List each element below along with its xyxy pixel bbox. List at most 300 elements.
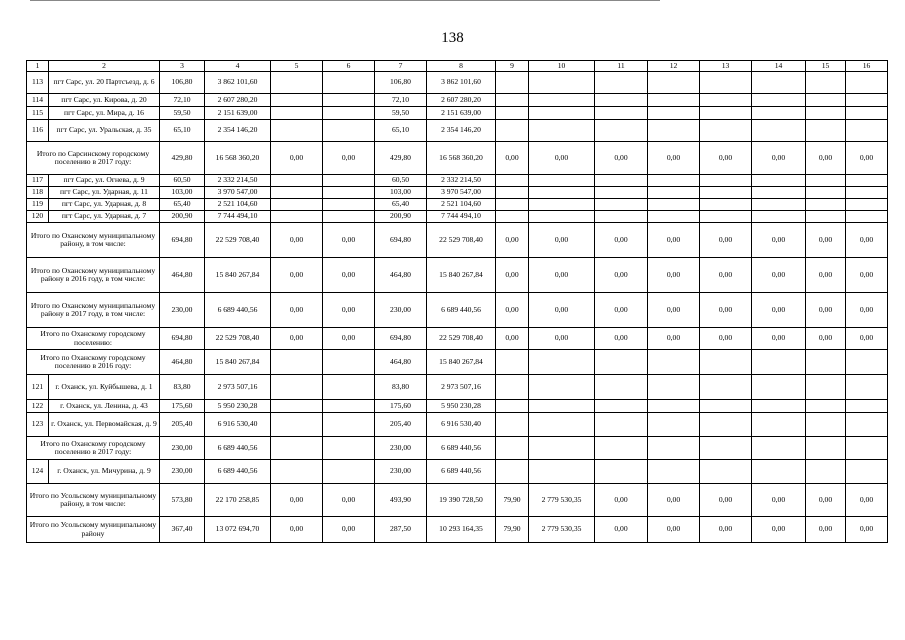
value-cell: 15 840 267,84 <box>205 258 271 293</box>
value-cell <box>323 460 375 484</box>
value-cell <box>700 94 752 107</box>
total-row <box>27 437 888 460</box>
value-cell: 230,00 <box>375 460 427 484</box>
address-cell: пгт Сарс, ул. Кирова, д. 20 <box>49 94 160 107</box>
value-cell: 0,00 <box>806 293 846 328</box>
value-cell: 5 950 230,28 <box>427 400 496 413</box>
value-cell <box>271 72 323 94</box>
value-cell <box>806 199 846 211</box>
column-header: 10 <box>529 61 595 72</box>
value-cell: 0,00 <box>700 328 752 350</box>
value-cell: 694,80 <box>160 328 205 350</box>
value-cell: 83,80 <box>160 375 205 400</box>
column-header: 8 <box>427 61 496 72</box>
value-cell <box>846 107 888 120</box>
value-cell: 0,00 <box>496 258 529 293</box>
table-row <box>27 187 888 199</box>
value-cell: 0,00 <box>806 484 846 517</box>
value-cell <box>529 350 595 375</box>
value-cell: 464,80 <box>160 350 205 375</box>
value-cell: 0,00 <box>846 142 888 175</box>
value-cell <box>529 460 595 484</box>
column-header: 3 <box>160 61 205 72</box>
value-cell: 0,00 <box>806 223 846 258</box>
value-cell: 0,00 <box>648 142 700 175</box>
value-cell <box>529 199 595 211</box>
value-cell <box>271 437 323 460</box>
value-cell <box>595 94 648 107</box>
value-cell <box>529 120 595 142</box>
value-cell <box>496 199 529 211</box>
value-cell: 2 607 280,20 <box>205 94 271 107</box>
value-cell <box>648 400 700 413</box>
value-cell <box>496 460 529 484</box>
value-cell <box>806 211 846 223</box>
value-cell <box>323 72 375 94</box>
value-cell: 0,00 <box>648 223 700 258</box>
value-cell: 175,60 <box>160 400 205 413</box>
table-row <box>27 460 888 484</box>
value-cell <box>323 199 375 211</box>
value-cell <box>846 375 888 400</box>
value-cell: 0,00 <box>496 142 529 175</box>
value-cell: 0,00 <box>806 142 846 175</box>
value-cell: 7 744 494,10 <box>427 211 496 223</box>
value-cell <box>323 94 375 107</box>
table-row <box>27 413 888 437</box>
value-cell <box>846 437 888 460</box>
value-cell <box>806 460 846 484</box>
value-cell: 59,50 <box>160 107 205 120</box>
page-number: 138 <box>441 30 464 46</box>
value-cell: 6 689 440,56 <box>427 293 496 328</box>
value-cell: 0,00 <box>648 517 700 543</box>
value-cell: 22 529 708,40 <box>427 328 496 350</box>
value-cell: 0,00 <box>496 223 529 258</box>
value-cell <box>271 413 323 437</box>
value-cell <box>752 107 806 120</box>
value-cell: 65,40 <box>375 199 427 211</box>
value-cell <box>700 437 752 460</box>
value-cell <box>700 413 752 437</box>
value-cell <box>271 199 323 211</box>
value-cell: 0,00 <box>700 484 752 517</box>
value-cell <box>752 72 806 94</box>
value-cell: 6 689 440,56 <box>205 437 271 460</box>
value-cell: 103,00 <box>160 187 205 199</box>
value-cell: 0,00 <box>846 484 888 517</box>
value-cell <box>496 107 529 120</box>
value-cell: 0,00 <box>806 258 846 293</box>
row-number: 115 <box>27 107 49 120</box>
value-cell <box>806 187 846 199</box>
address-cell: пгт Сарс, ул. Уральская, д. 35 <box>49 120 160 142</box>
value-cell <box>595 437 648 460</box>
value-cell: 2 332 214,50 <box>205 175 271 187</box>
value-cell: 0,00 <box>271 517 323 543</box>
value-cell <box>752 460 806 484</box>
value-cell: 6 689 440,56 <box>205 293 271 328</box>
address-cell: пгт Сарс, ул. Мира, д. 16 <box>49 107 160 120</box>
column-header: 16 <box>846 61 888 72</box>
address-cell: г. Оханск, ул. Ленина, д. 43 <box>49 400 160 413</box>
value-cell: 200,90 <box>375 211 427 223</box>
value-cell <box>806 107 846 120</box>
value-cell <box>700 107 752 120</box>
data-table <box>26 60 888 543</box>
value-cell <box>700 175 752 187</box>
value-cell: 15 840 267,84 <box>205 350 271 375</box>
value-cell: 22 170 258,85 <box>205 484 271 517</box>
total-row <box>27 484 888 517</box>
value-cell: 694,80 <box>160 223 205 258</box>
table-row <box>27 211 888 223</box>
value-cell: 0,00 <box>700 142 752 175</box>
value-cell <box>806 120 846 142</box>
value-cell <box>752 375 806 400</box>
value-cell <box>323 175 375 187</box>
value-cell <box>846 413 888 437</box>
value-cell: 0,00 <box>496 293 529 328</box>
value-cell: 493,90 <box>375 484 427 517</box>
value-cell: 0,00 <box>752 517 806 543</box>
value-cell <box>648 107 700 120</box>
value-cell <box>595 120 648 142</box>
total-row <box>27 142 888 175</box>
value-cell: 2 779 530,35 <box>529 484 595 517</box>
value-cell <box>323 375 375 400</box>
value-cell <box>846 211 888 223</box>
value-cell <box>271 187 323 199</box>
value-cell <box>648 460 700 484</box>
value-cell <box>529 400 595 413</box>
column-header: 7 <box>375 61 427 72</box>
column-header: 1 <box>27 61 49 72</box>
value-cell: 0,00 <box>846 293 888 328</box>
value-cell: 6 689 440,56 <box>427 460 496 484</box>
value-cell <box>323 107 375 120</box>
value-cell: 0,00 <box>595 517 648 543</box>
value-cell <box>806 175 846 187</box>
total-row <box>27 223 888 258</box>
value-cell <box>700 120 752 142</box>
value-cell <box>496 400 529 413</box>
value-cell: 15 840 267,84 <box>427 350 496 375</box>
row-number: 114 <box>27 94 49 107</box>
value-cell <box>806 94 846 107</box>
value-cell <box>648 199 700 211</box>
value-cell: 6 689 440,56 <box>205 460 271 484</box>
scan-edge-line <box>30 0 660 1</box>
column-header: 5 <box>271 61 323 72</box>
value-cell <box>752 94 806 107</box>
value-cell <box>700 400 752 413</box>
value-cell <box>595 413 648 437</box>
value-cell: 200,90 <box>160 211 205 223</box>
table-row <box>27 199 888 211</box>
value-cell <box>529 187 595 199</box>
value-cell <box>529 413 595 437</box>
value-cell <box>806 72 846 94</box>
value-cell: 0,00 <box>846 223 888 258</box>
value-cell: 0,00 <box>595 293 648 328</box>
value-cell <box>700 375 752 400</box>
value-cell <box>496 375 529 400</box>
value-cell <box>752 437 806 460</box>
value-cell: 205,40 <box>160 413 205 437</box>
value-cell <box>752 350 806 375</box>
value-cell <box>529 72 595 94</box>
value-cell: 573,80 <box>160 484 205 517</box>
value-cell: 106,80 <box>160 72 205 94</box>
value-cell: 3 862 101,60 <box>205 72 271 94</box>
value-cell <box>806 400 846 413</box>
value-cell <box>271 107 323 120</box>
value-cell <box>752 400 806 413</box>
value-cell: 65,10 <box>160 120 205 142</box>
value-cell <box>595 107 648 120</box>
value-cell <box>271 350 323 375</box>
value-cell <box>806 413 846 437</box>
value-cell <box>595 400 648 413</box>
value-cell <box>700 72 752 94</box>
total-label: Итого по Оханскому городскому поселению в 2016 году: <box>27 350 160 375</box>
value-cell: 694,80 <box>375 328 427 350</box>
value-cell: 72,10 <box>375 94 427 107</box>
total-row <box>27 350 888 375</box>
value-cell: 0,00 <box>529 258 595 293</box>
value-cell <box>323 211 375 223</box>
column-header: 12 <box>648 61 700 72</box>
value-cell: 22 529 708,40 <box>427 223 496 258</box>
value-cell <box>648 211 700 223</box>
total-label: Итого по Оханскому муниципальному району в 2017 году, в том числе: <box>27 293 160 328</box>
value-cell <box>496 72 529 94</box>
value-cell: 0,00 <box>752 258 806 293</box>
table-row <box>27 400 888 413</box>
value-cell: 2 521 104,60 <box>427 199 496 211</box>
total-row <box>27 258 888 293</box>
value-cell <box>648 94 700 107</box>
value-cell <box>529 211 595 223</box>
value-cell: 0,00 <box>648 258 700 293</box>
value-cell: 464,80 <box>375 350 427 375</box>
value-cell: 0,00 <box>846 328 888 350</box>
row-number: 124 <box>27 460 49 484</box>
value-cell <box>595 199 648 211</box>
value-cell: 0,00 <box>271 484 323 517</box>
value-cell: 22 529 708,40 <box>205 223 271 258</box>
value-cell: 3 970 547,00 <box>427 187 496 199</box>
value-cell <box>595 187 648 199</box>
value-cell: 2 521 104,60 <box>205 199 271 211</box>
value-cell <box>648 375 700 400</box>
value-cell <box>496 120 529 142</box>
value-cell: 694,80 <box>375 223 427 258</box>
total-label: Итого по Усольскому муниципальному району, в том числе: <box>27 484 160 517</box>
value-cell <box>271 94 323 107</box>
value-cell <box>846 400 888 413</box>
value-cell: 0,00 <box>752 484 806 517</box>
value-cell: 0,00 <box>648 293 700 328</box>
value-cell: 0,00 <box>806 328 846 350</box>
column-header: 15 <box>806 61 846 72</box>
value-cell <box>752 413 806 437</box>
value-cell <box>496 211 529 223</box>
value-cell <box>700 460 752 484</box>
column-header: 13 <box>700 61 752 72</box>
total-row <box>27 293 888 328</box>
value-cell: 106,80 <box>375 72 427 94</box>
value-cell: 15 840 267,84 <box>427 258 496 293</box>
total-row <box>27 328 888 350</box>
value-cell: 79,90 <box>496 517 529 543</box>
value-cell: 0,00 <box>271 293 323 328</box>
value-cell: 7 744 494,10 <box>205 211 271 223</box>
value-cell: 429,80 <box>160 142 205 175</box>
value-cell: 0,00 <box>752 328 806 350</box>
value-cell: 13 072 694,70 <box>205 517 271 543</box>
row-number: 119 <box>27 199 49 211</box>
value-cell: 0,00 <box>271 258 323 293</box>
table-row <box>27 72 888 94</box>
value-cell: 0,00 <box>846 258 888 293</box>
value-cell <box>846 350 888 375</box>
value-cell: 16 568 360,20 <box>205 142 271 175</box>
value-cell <box>648 187 700 199</box>
value-cell: 2 973 507,16 <box>427 375 496 400</box>
table-row <box>27 107 888 120</box>
value-cell: 0,00 <box>529 142 595 175</box>
value-cell: 0,00 <box>595 328 648 350</box>
value-cell: 0,00 <box>271 142 323 175</box>
row-number: 123 <box>27 413 49 437</box>
value-cell <box>323 350 375 375</box>
value-cell <box>846 94 888 107</box>
row-number: 116 <box>27 120 49 142</box>
value-cell: 2 354 146,20 <box>427 120 496 142</box>
value-cell <box>752 175 806 187</box>
value-cell: 3 862 101,60 <box>427 72 496 94</box>
value-cell: 6 916 530,40 <box>427 413 496 437</box>
value-cell: 60,50 <box>375 175 427 187</box>
address-cell: пгт Сарс, ул. Ударная, д. 7 <box>49 211 160 223</box>
value-cell <box>496 413 529 437</box>
column-header: 11 <box>595 61 648 72</box>
value-cell <box>648 437 700 460</box>
value-cell: 0,00 <box>323 328 375 350</box>
header-row <box>27 61 888 72</box>
value-cell: 367,40 <box>160 517 205 543</box>
value-cell <box>496 437 529 460</box>
value-cell <box>595 175 648 187</box>
value-cell: 6 916 530,40 <box>205 413 271 437</box>
value-cell <box>529 94 595 107</box>
value-cell: 230,00 <box>375 293 427 328</box>
value-cell <box>806 350 846 375</box>
value-cell: 0,00 <box>700 293 752 328</box>
value-cell: 0,00 <box>700 258 752 293</box>
value-cell <box>700 199 752 211</box>
value-cell: 0,00 <box>529 223 595 258</box>
total-row <box>27 517 888 543</box>
value-cell: 0,00 <box>323 142 375 175</box>
value-cell: 83,80 <box>375 375 427 400</box>
table-body <box>27 72 888 543</box>
value-cell: 429,80 <box>375 142 427 175</box>
value-cell <box>529 437 595 460</box>
value-cell: 464,80 <box>160 258 205 293</box>
value-cell <box>323 413 375 437</box>
value-cell <box>806 437 846 460</box>
value-cell: 205,40 <box>375 413 427 437</box>
total-label: Итого по Усольскому муниципальному району <box>27 517 160 543</box>
value-cell <box>323 400 375 413</box>
value-cell <box>496 187 529 199</box>
value-cell <box>846 187 888 199</box>
value-cell <box>496 94 529 107</box>
value-cell <box>752 120 806 142</box>
total-label: Итого по Оханскому муниципальному району в 2016 году, в том числе: <box>27 258 160 293</box>
value-cell: 65,40 <box>160 199 205 211</box>
value-cell <box>595 72 648 94</box>
address-cell: пгт Сарс, ул. Ударная, д. 8 <box>49 199 160 211</box>
value-cell: 0,00 <box>648 328 700 350</box>
value-cell: 5 950 230,28 <box>205 400 271 413</box>
column-header: 2 <box>49 61 160 72</box>
value-cell: 10 293 164,35 <box>427 517 496 543</box>
value-cell: 6 689 440,56 <box>427 437 496 460</box>
table-row <box>27 120 888 142</box>
value-cell <box>496 350 529 375</box>
value-cell <box>846 72 888 94</box>
value-cell: 2 973 507,16 <box>205 375 271 400</box>
table-row <box>27 175 888 187</box>
value-cell: 0,00 <box>752 142 806 175</box>
value-cell: 0,00 <box>595 258 648 293</box>
value-cell: 287,50 <box>375 517 427 543</box>
row-number: 113 <box>27 72 49 94</box>
value-cell: 230,00 <box>160 437 205 460</box>
value-cell: 0,00 <box>323 223 375 258</box>
value-cell <box>271 120 323 142</box>
value-cell <box>846 120 888 142</box>
total-label: Итого по Оханскому городскому поселению в 2017 году: <box>27 437 160 460</box>
value-cell: 59,50 <box>375 107 427 120</box>
value-cell <box>846 460 888 484</box>
value-cell: 0,00 <box>323 517 375 543</box>
value-cell: 0,00 <box>595 223 648 258</box>
value-cell: 2 354 146,20 <box>205 120 271 142</box>
value-cell: 19 390 728,50 <box>427 484 496 517</box>
value-cell: 0,00 <box>323 484 375 517</box>
value-cell <box>529 375 595 400</box>
total-label: Итого по Оханскому городскому поселению: <box>27 328 160 350</box>
value-cell <box>323 120 375 142</box>
value-cell <box>271 211 323 223</box>
value-cell: 0,00 <box>752 223 806 258</box>
value-cell: 2 607 280,20 <box>427 94 496 107</box>
column-header: 6 <box>323 61 375 72</box>
row-number: 120 <box>27 211 49 223</box>
value-cell: 16 568 360,20 <box>427 142 496 175</box>
value-cell <box>595 350 648 375</box>
value-cell: 230,00 <box>375 437 427 460</box>
value-cell <box>271 460 323 484</box>
row-number: 118 <box>27 187 49 199</box>
value-cell: 175,60 <box>375 400 427 413</box>
column-header: 14 <box>752 61 806 72</box>
